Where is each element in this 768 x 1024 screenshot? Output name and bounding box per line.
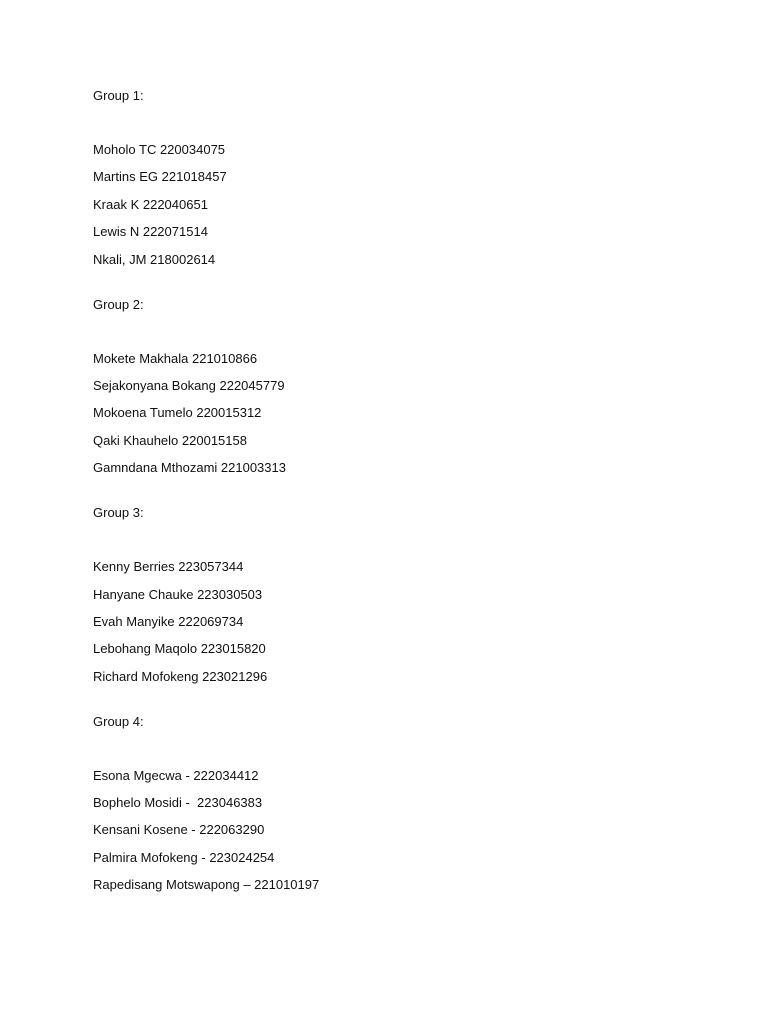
group-section [93, 296, 693, 478]
group-heading: Group 3: [93, 505, 144, 521]
member-entry: Nkali, JM 218002614 [93, 251, 216, 267]
member-entry: Martins EG 221018457 [93, 169, 227, 185]
member-entry: Rapedisang Motswapong – 221010197 [93, 877, 320, 893]
member-entry: Palmira Mofokeng - 223024254 [93, 849, 275, 865]
member-entry: Kenny Berries 223057344 [93, 559, 244, 575]
member-entry: Sejakonyana Bokang 222045779 [93, 377, 285, 393]
member-entry: Mokoena Tumelo 220015312 [93, 405, 262, 421]
member-entry: Hanyane Chauke 223030503 [93, 586, 263, 602]
group-heading: Group 1: [93, 88, 144, 103]
member-entry: Moholo TC 220034075 [93, 142, 226, 157]
member-entry: Richard Mofokeng 223021296 [93, 668, 268, 684]
member-entry: Kraak K 222040651 [93, 196, 208, 212]
member-entry: Mokete Makhala 221010866 [93, 350, 258, 366]
member-entry: Lebohang Maqolo 223015820 [93, 641, 266, 657]
member-entry: Qaki Khauhelo 220015158 [93, 432, 247, 448]
member-entry: Bophelo Mosidi - 223046383 [93, 795, 263, 811]
group-section [93, 713, 693, 895]
group-section [93, 504, 693, 686]
member-entry: Gamndana Mthozami 221003313 [93, 460, 286, 476]
group-heading: Group 4: [93, 713, 144, 729]
group-heading: Group 2: [93, 296, 144, 312]
member-entry: Evah Manyike 222069734 [93, 613, 244, 629]
group-section [93, 87, 693, 269]
member-entry: Lewis N 222071514 [93, 224, 208, 240]
member-entry: Esona Mgecwa - 222034412 [93, 767, 259, 783]
document-body [93, 87, 693, 921]
member-entry: Kensani Kosene - 222063290 [93, 822, 265, 838]
